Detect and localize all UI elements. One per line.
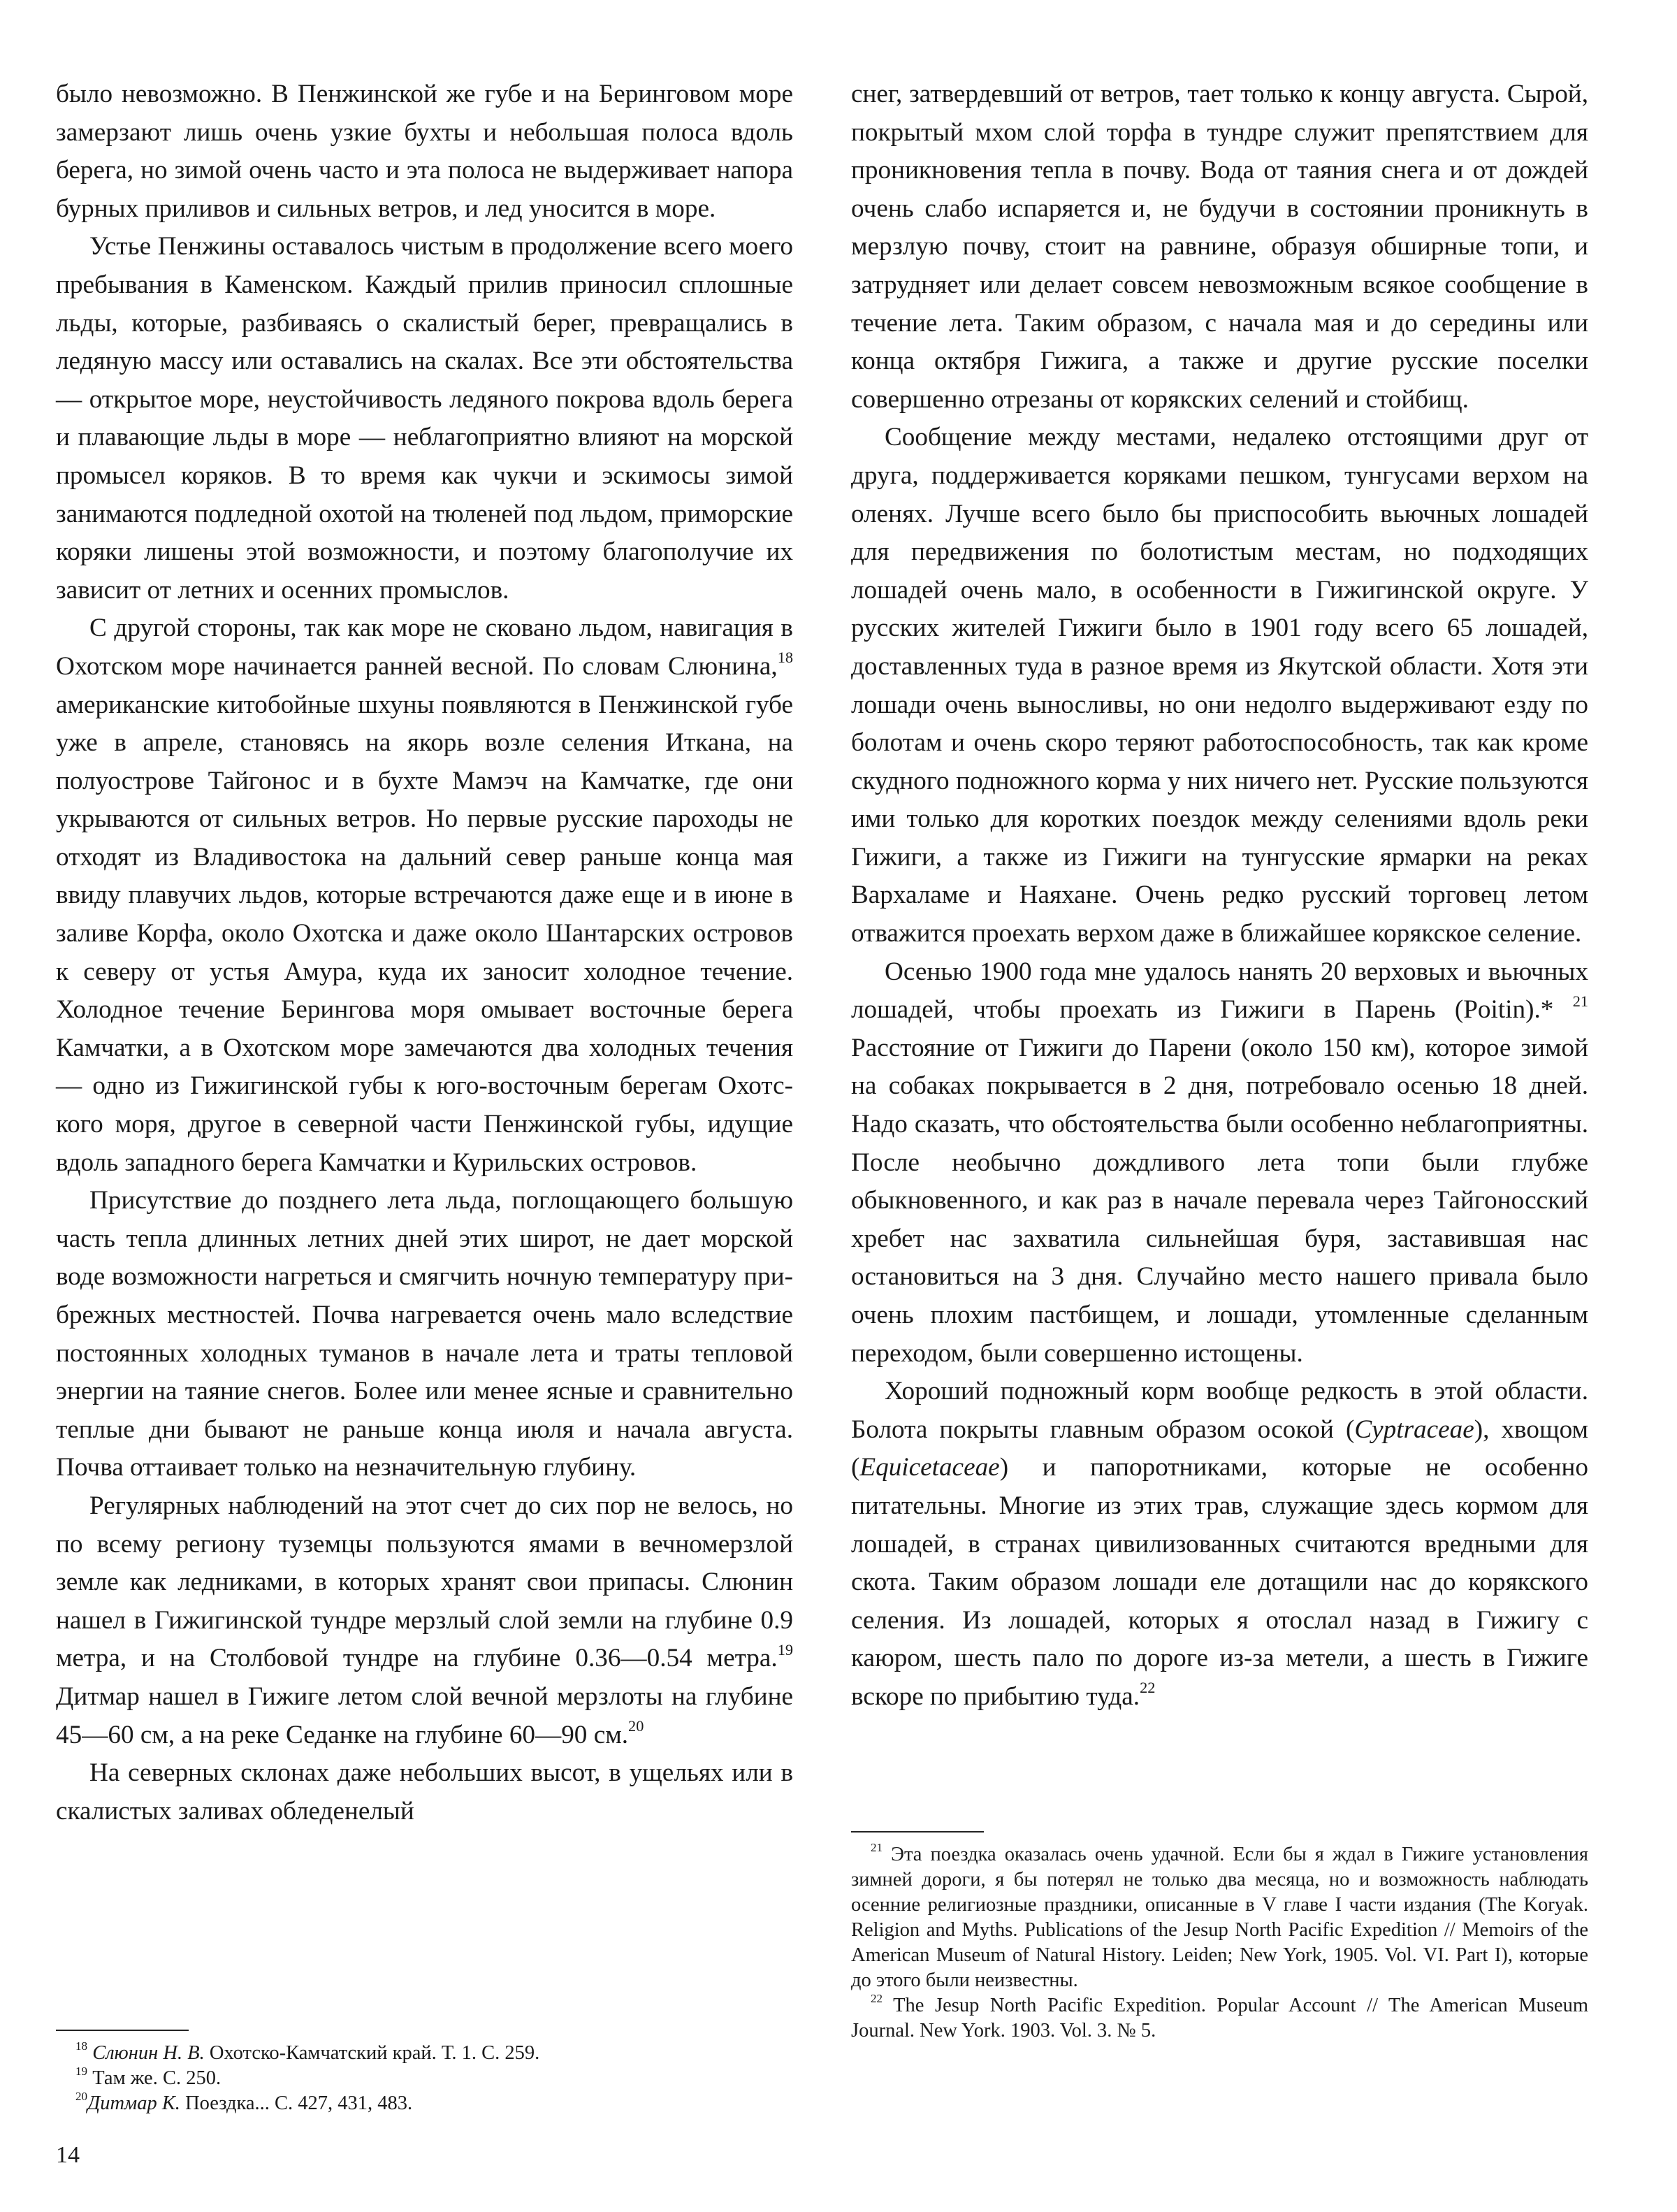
paragraph [56, 609, 793, 1182]
paragraph-text: Расстояние от Гижиги до Парени (около 150 км), которое зимой на собаках покрывается в 2 дня, потребовало осенью 18 дней. Надо сказать, что обстоятельства были особенно неблагоприятны. После необычно дождливого лета топи были глубже обыкновенного, и как раз в начале перевала через Тайгоносский хребет нас захватила сильнейшая буря, заставившая нас остановиться на 3 дня. Случайно место нашего привала было очень плохим пастбищем, и лошади, утомленные сделанным переходом, были совершенно истощены. [851, 1033, 1588, 1368]
footnote-ref: 22 [1140, 1679, 1156, 1697]
footnote [56, 2091, 793, 2116]
footnote-ref: 18 [777, 649, 793, 667]
paragraph: Устье Пенжины оставалось чистым в продолжение всего моего пребывания в Каменском. Каждый прилив приносил сплошные льды, которые, разбиваясь о скалистый берег, превращались в ледяную массу или оставались на скалах. Все эти обстоятельства — открытое море, неустойчивость ледяного покрова вдоль берега и плавающие льды в море — неблагоприятно влияют на морской промысел коряков. В то время как чукчи и эскимосы зимой занимаются подледной охотой на тюленей под льдом, приморские коряки лишены этой возможности, и поэтому благополучие их зависит от летних и осенних промыслов. [56, 232, 793, 605]
footnote-ref: 20 [628, 1716, 644, 1735]
footnote [851, 1993, 1588, 2044]
footnote-text: Там же. С. 250. [92, 2067, 222, 2089]
footnote-mark: 22 [871, 1991, 883, 2005]
paragraph: снег, затвердевший от ветров, тает только к концу августа. Сырой, покрытый мхом слой торфа в тундре служит препятствием для проникновения тепла в почву. Вода от таяния снега и от дождей очень слабо испаряется и, не будучи в состоянии проникнуть в мерзлую почву, стоит на равнине, образуя обширные топи, и затрудняет или делает совсем невозможным всякое сообщение в течение лета. Таким образом, с начала мая и до середины или конца октября Гижига, а также и другие русские поселки совершенно отрезаны от корякских селений и стойбищ. [851, 80, 1588, 414]
paragraph-text: Осенью 1900 года мне удалось нанять 20 верховых и вьючных лошадей, чтобы проехать из Гижиги в Парень (Poitin).* [851, 957, 1588, 1025]
footnote-author: Слюнин Н. В. [92, 2042, 205, 2064]
paragraph: На северных склонах даже небольших высот, в ущельях или в скалистых заливах обледенелый [56, 1758, 793, 1826]
footnote [56, 2066, 793, 2091]
paragraph-text: Дитмар нашел в Гижиге летом слой вечной мерзлоты на глубине 45—60 см, а на реке Седанке на глубине 60—90 см. [56, 1682, 793, 1749]
paragraph: было невозможно. В Пенжинской же губе и на Беринговом море замерзают лишь очень узкие бухты и небольшая полоса вдоль берега, но зимой очень часто и эта полоса не выдерживает напора бурных приливов и сильных ветров, и лед уносится в море. [56, 80, 793, 223]
footnote-mark: 21 [871, 1840, 883, 1854]
left-footnotes [56, 2041, 793, 2116]
paragraph [851, 953, 1588, 1373]
paragraph: Присутствие до позднего лета льда, поглощающего большую часть тепла длинных летних дней этих широт, не дает морской воде возможности нагреться и смягчить ночную температуру прибрежных местностей. Почва нагревается очень мало вследствие постоянных холодных туманов в начале лета и траты тепловой энергии на таяние снегов. Более или менее ясные и сравнительно теплые дни бывают не раньше конца июля и начала августа. Почва оттаивает только на незначительную глубину. [56, 1186, 793, 1482]
footnote-rule [851, 1831, 984, 1833]
footnote-author: Дитмар К. [87, 2092, 180, 2114]
footnote-mark: 19 [75, 2064, 88, 2078]
right-footnotes [851, 1842, 1588, 2044]
left-column [56, 75, 793, 1830]
paragraph-text: американские китобойные шхуны появляются в Пенжинской губе уже в апреле, становясь на якорь возле селения Иткана, на полуострове Тайгонос и в бухте Мамэч на Камчатке, где они укрываются от сильных ветров. Но первые русские пароходы не отходят из Владивостока на дальний север раньше конца мая ввиду плавучих льдов, которые встречаются даже еще и в июне в заливе Корфа, около Охотска и даже около Шантарских островов к северу от устья Амура, куда их заносит холодное течение. Холодное течение Берингова моря омывает восточные берега Камчатки, а в Охотском море замечаются два холодных течения — одно из Гижигинской губы к юго-восточным берегам Охотского моря, другое в северной части Пенжинской губы, идущие вдоль западного берега Камчатки и Курильских островов. [56, 690, 793, 1177]
footnote-ref: 19 [777, 1640, 793, 1658]
paragraph [56, 1487, 793, 1754]
paragraph: Сообщение между местами, недалеко отстоящими друг от друга, поддерживается коряками пешком, тунгусами верхом на оленях. Лучше всего было бы приспособить вьючных лошадей для передвижения по болотистым местам, но подходящих лошадей очень мало, в особенности в Гижигинской округе. У русских жителей Гижиги было в 1901 году всего 65 лошадей, доставленных туда в разное время из Якутской области. Хотя эти лошади очень выносливы, но они недолго выдерживают езду по болотам и очень скоро теряют работоспособность, так как кроме скудного подножного корма у них ничего нет. Русские пользуются ими только для коротких поездок между селениями вдоль реки Гижиги, а также из Гижиги на тунгусские ярмарки на реках Вархаламе и Наяхане. Очень редко русский торговец летом отважится проехать верхом даже в ближайшее корякское селение. [851, 423, 1588, 948]
footnote-rule [56, 2030, 189, 2031]
footnote-text: Охотско-Камчатский край. Т. 1. С. 259. [204, 2042, 540, 2064]
latin-term: Equicetaceae [859, 1453, 1000, 1482]
right-column [851, 75, 1588, 1716]
paragraph-text: ) и папоротниками, которые не особенно питательны. Многие из этих трав, служащие здесь кормом для лошадей, в странах цивилизованных считаются вредными для скота. Таким образом лошади еле дотащили нас до корякского селения. Из лошадей, которых я отослал назад в Гижигу с каюром, шесть пало по дороге из-за метели, а шесть в Гижиге вскоре по прибытию туда. [851, 1453, 1588, 1711]
latin-term: Cyptraceae [1354, 1415, 1474, 1444]
footnote-text: Поездка... С. 427, 431, 483. [180, 2092, 413, 2114]
page-number: 14 [56, 2142, 80, 2168]
paragraph-text: Регулярных наблюдений на этот счет до сих пор не велось, но по всему региону туземцы пользуются ямами в вечномерзлой земле как ледниками, в которых хранят свои припасы. Слюнин нашел в Гижигинской тундре мерзлый слой земли на глубине 0.9 метра, и на Столбовой тундре на глубине 0.36—0.54 метра. [56, 1491, 793, 1673]
paragraph [851, 1373, 1588, 1716]
footnote-ref: 21 [1572, 992, 1588, 1010]
footnote-text: The Jesup North Pacific Expedition. Popular Account // The American Museum Journal. New York. 1903. Vol. 3. № 5. [851, 1995, 1588, 2041]
paragraph-text: Хороший подножный корм вообще редкость в этой области. Болота покрыты главным образом осокой ( [851, 1377, 1588, 1444]
footnote [56, 2041, 793, 2066]
footnote-text: Эта поездка оказалась очень удачной. Если бы я ждал в Гижиге установления зимней дороги, я бы потерял не только два месяца, но и возможность наблюдать осенние религиозные праздники, описанные в V главе I части издания (The Koryak. Religion and Myths. Publications of the Jesup North Pacific Expedition // Memoirs of the American Museum of Natural History. Leiden; New York, 1905. Vol. VI. Part I), которые до этого были неизвестны. [851, 1844, 1588, 1991]
footnote-mark: 18 [75, 2039, 88, 2053]
footnote [851, 1842, 1588, 1993]
footnote-mark: 20 [75, 2089, 88, 2103]
paragraph-text: ), хвощом ( [851, 1415, 1588, 1482]
paragraph-text: С другой стороны, так как море не сковано льдом, навигация в Охотском море начинается ранней весной. По словам Слюнина, [56, 614, 793, 681]
